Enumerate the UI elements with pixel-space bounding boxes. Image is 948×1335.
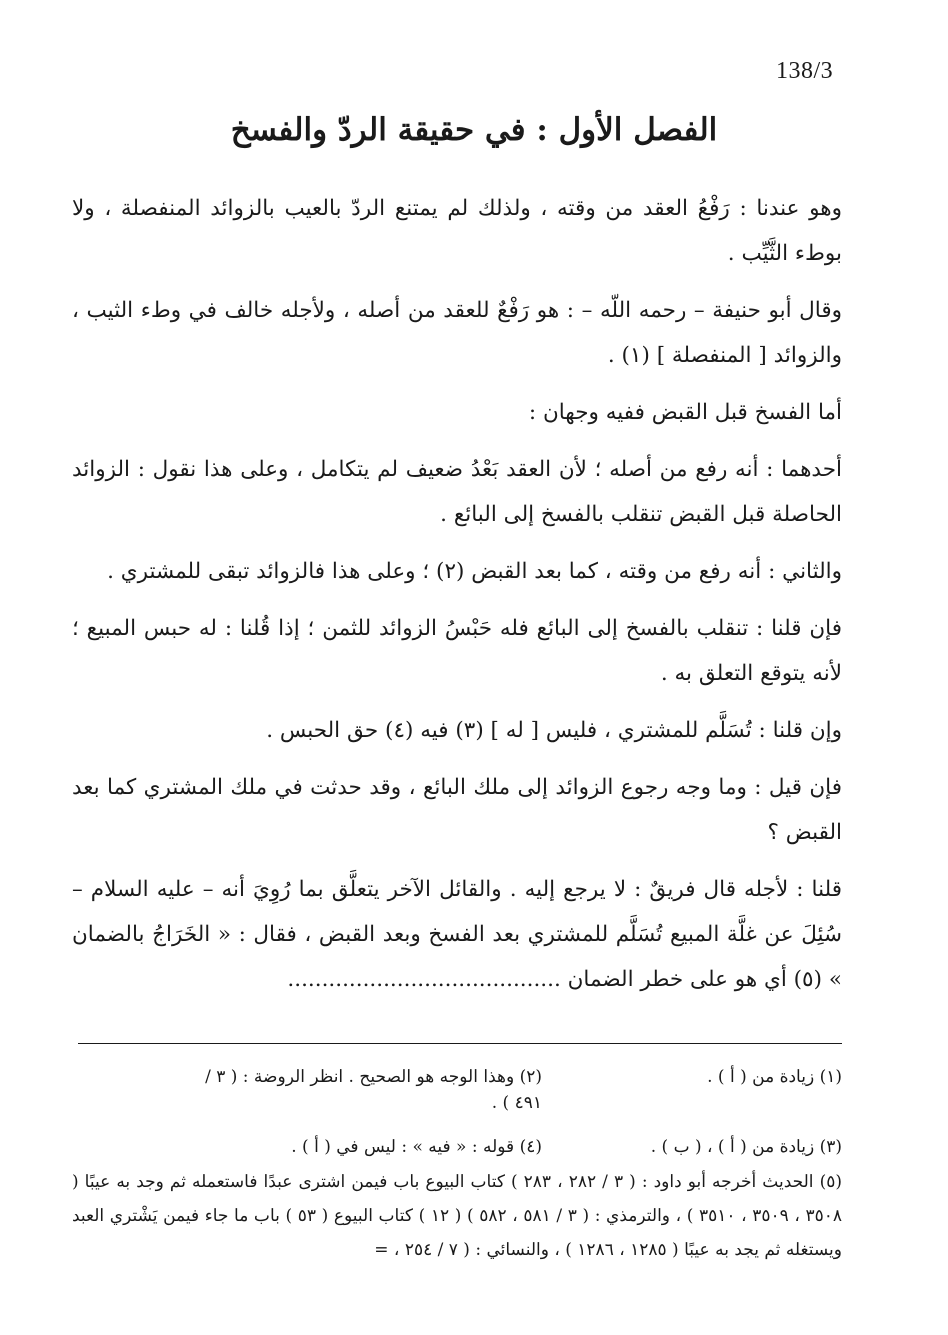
page-number: 138/3 (776, 58, 834, 84)
paragraph: أما الفسخ قبل القبض ففيه وجهان : (528, 400, 842, 425)
main-text (72, 186, 842, 1002)
paragraph: أحدهما : أنه رفع من أصله ؛ لأن العقد بَعْدُ ضعيف لم يتكامل ، وعلى هذا نقول : الزوائد الحاصلة قبل القبض تنقلب بالفسخ إلى البائع . (72, 457, 842, 527)
footnote-3: (٣) زيادة من ( أ ) ، ( ب ) . (650, 1137, 842, 1157)
chapter-title: الفصل الأول : في حقيقة الردّ والفسخ (230, 112, 718, 148)
footnote-4: (٤) قوله : « فيه » : ليس في ( أ ) . (291, 1137, 542, 1157)
footnote-row (72, 1134, 842, 1160)
paragraph: فإن قلنا : تنقلب بالفسخ إلى البائع فله حَبْسُ الزوائد للثمن ؛ إذا قُلنا : له حبس المبيع ؛ لأنه يتوقع التعلق به . (72, 616, 842, 686)
footnote-row (72, 1064, 842, 1116)
paragraph: فإن قيل : وما وجه رجوع الزوائد إلى ملك البائع ، وقد حدثت في ملك المشتري كما بعد القبض ؟ (72, 775, 842, 845)
paragraph: والثاني : أنه رفع من وقته ، كما بعد القبض (٢) ؛ وعلى هذا فالزوائد تبقى للمشتري . (107, 559, 842, 584)
paragraph: وإن قلنا : تُسَلَّم للمشتري ، فليس [ له ] (٣) فيه (٤) حق الحبس . (266, 718, 842, 743)
paragraph-last (72, 867, 842, 1002)
footnote-separator (78, 1043, 842, 1044)
footnote-2: (٢) وهذا الوجه هو الصحيح . انظر الروضة : ( ٣ / ٤٩١ ) . (205, 1067, 542, 1113)
paragraph-text: قلنا : لأجله قال فريقٌ : لا يرجع إليه . والقائل الآخر يتعلَّق بما رُوِيَ أنه – عليه السلام – سُئِلَ عن غلَّة المبيع تُسَلَّم للمشتري بعد الفسخ وبعد القبض ، فقال : « الخَرَاجُ بالضمان » (٥) أي هو على خطر الضمان (72, 877, 842, 992)
paragraph: وقال أبو حنيفة – رحمه اللّه – : هو رَفْعٌ للعقد من أصله ، ولأجله خالف في وطء الثيب ، والزوائد [ المنفصلة ] (١) . (72, 298, 842, 368)
paragraph: وهو عندنا : رَفْعُ العقد من وقته ، ولذلك لم يمتنع الردّ بالعيب بالزوائد المنفصلة ، ولا بوطء الثَّيِّب . (72, 196, 842, 266)
continuation-dots: ........................................ (287, 967, 561, 992)
footnotes-short (72, 1064, 842, 1178)
footnote-1: (١) زيادة من ( أ ) . (707, 1067, 842, 1087)
footnote-5: (٥) الحديث أخرجه أبو داود : ( ٣ / ٢٨٢ ، ٢٨٣ ) كتاب البيوع باب فيمن اشترى عبدًا فاستعمله ثم وجد به عيبًا ( ٣٥٠٨ ، ٣٥٠٩ ، ٣٥١٠ ) ، والترمذي : ( ٣ / ٥٨١ ، ٥٨٢ ) ( ١٢ ) كتاب البيوع ( ٥٣ ) باب ما جاء فيمن يَشْتري العبد ويستغله ثم يجد به عيبًا ( ١٢٨٥ ، ١٢٨٦ ) ، والنسائي : ( ٧ / ٢٥٤ ، = (72, 1172, 842, 1260)
